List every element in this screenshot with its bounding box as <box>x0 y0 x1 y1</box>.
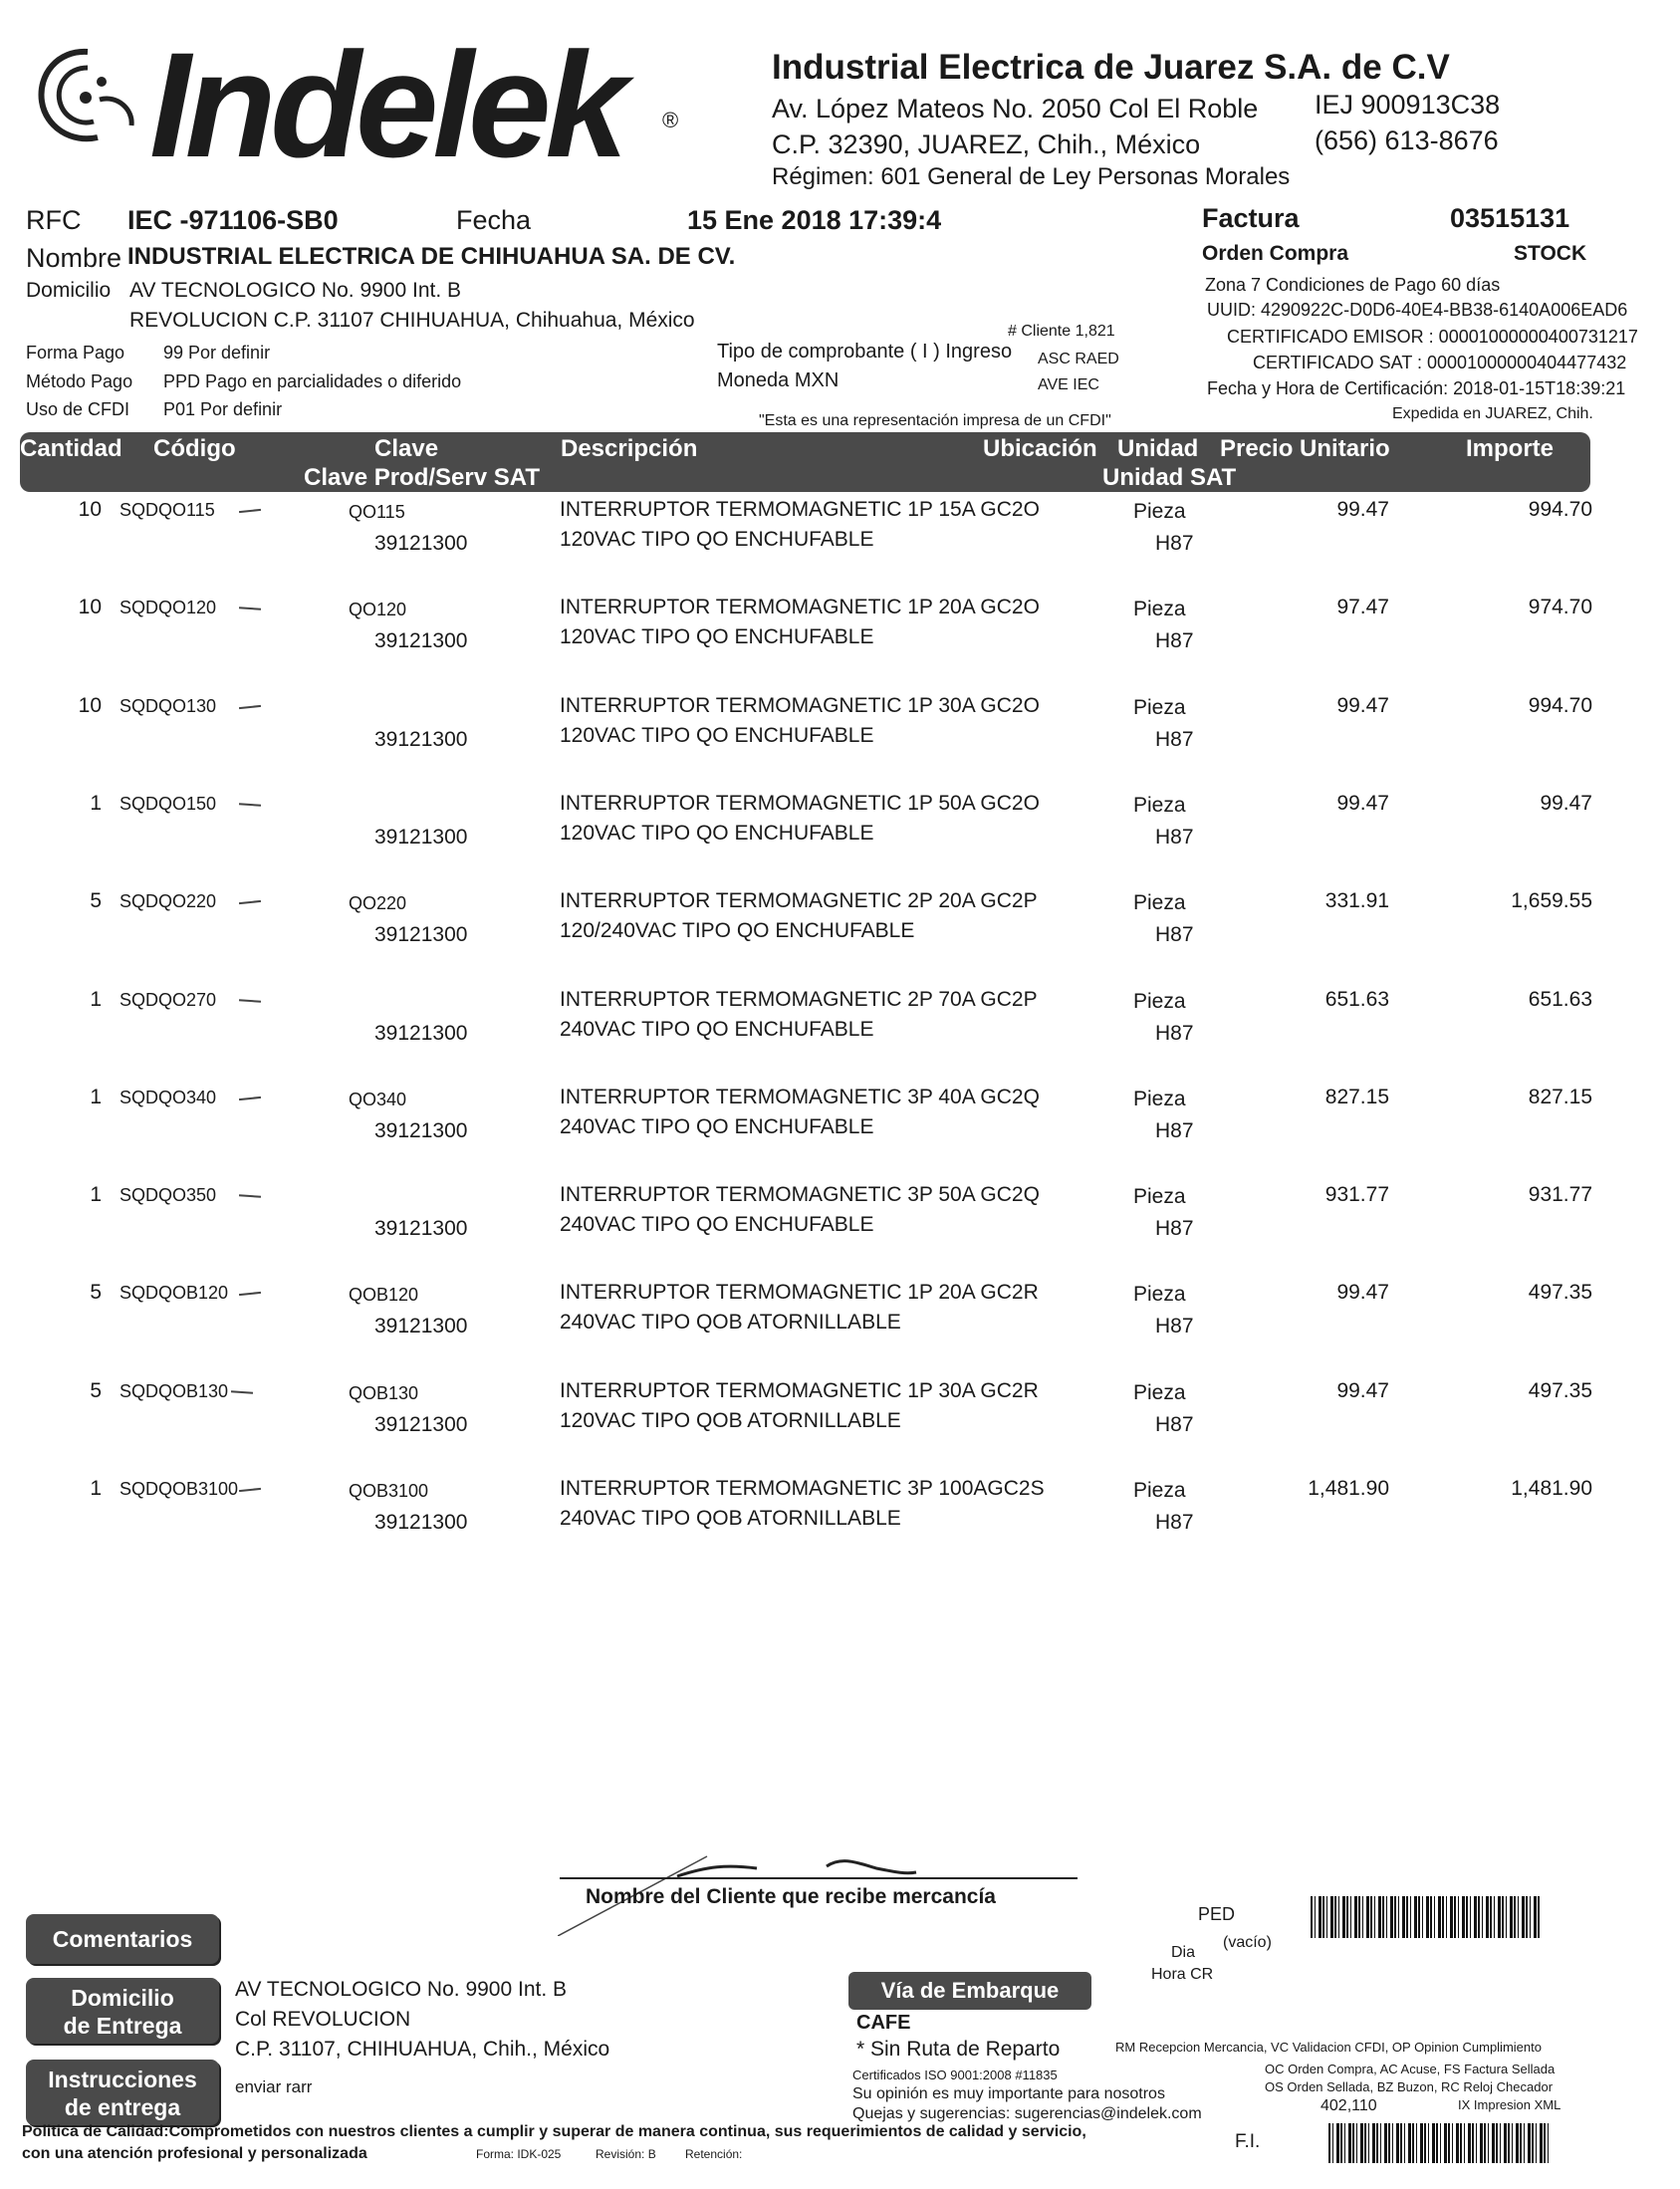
row-description-1: INTERRUPTOR TERMOMAGNETIC 1P 15A GC2O <box>560 498 1040 521</box>
row-description-1: INTERRUPTOR TERMOMAGNETIC 3P 100AGC2S <box>560 1477 1045 1500</box>
row-description-1: INTERRUPTOR TERMOMAGNETIC 1P 20A GC2O <box>560 596 1040 619</box>
row-unit: Pieza <box>1133 695 1186 719</box>
asc-info: ASC RAED <box>1038 351 1119 367</box>
factura-value: 03515131 <box>1450 203 1570 233</box>
row-unit-sat: H87 <box>1155 1217 1194 1241</box>
company-regime: Régimen: 601 General de Ley Personas Morales <box>772 163 1291 190</box>
table-row <box>0 1086 1680 1183</box>
company-logo-text: Indelek <box>149 21 622 188</box>
row-code: SQDQO220 <box>120 891 217 912</box>
row-quantity: 1 <box>90 987 102 1011</box>
row-description-1: INTERRUPTOR TERMOMAGNETIC 1P 20A GC2R <box>560 1281 1039 1305</box>
row-unit: Pieza <box>1133 793 1186 817</box>
uuid: UUID: 4290922C-D0D6-40E4-BB38-6140A006EAD6 <box>1207 300 1628 320</box>
row-unit: Pieza <box>1133 1380 1186 1404</box>
row-amount: 974.70 <box>1528 596 1592 619</box>
row-unit-sat: H87 <box>1155 1412 1194 1436</box>
signature-line <box>560 1877 1078 1879</box>
recibe-label: Nombre del Cliente que recibe mercancía <box>586 1885 996 1908</box>
dia-label: Dia <box>1171 1944 1196 1961</box>
domicilio-entrega-label <box>26 1978 219 2044</box>
row-unit-price: 99.47 <box>1336 693 1389 717</box>
table-header <box>20 432 1590 492</box>
row-clave-sat: 39121300 <box>374 1412 468 1436</box>
table-row <box>0 988 1680 1086</box>
row-check-mark <box>239 509 261 513</box>
row-amount: 1,481.90 <box>1511 1477 1592 1500</box>
factura-label: Factura <box>1202 203 1300 233</box>
col-unidad-sat: Unidad SAT <box>1102 464 1237 491</box>
row-description-1: INTERRUPTOR TERMOMAGNETIC 2P 20A GC2P <box>560 889 1038 913</box>
metodo-pago-value: PPD Pago en parcialidades o diferido <box>163 371 462 391</box>
row-unit: Pieza <box>1133 1283 1186 1307</box>
row-code: SQDQOB120 <box>120 1283 229 1304</box>
row-description-2: 240VAC TIPO QOB ATORNILLABLE <box>560 1507 901 1530</box>
row-unit-price: 827.15 <box>1324 1085 1389 1108</box>
row-clave-sat: 39121300 <box>374 1021 468 1045</box>
row-check-mark <box>239 1096 261 1100</box>
codes-line1: RM Recepcion Mercancia, VC Validacion CFDI, OP Opinion Cumplimiento <box>1115 2040 1542 2055</box>
row-unit: Pieza <box>1133 598 1186 621</box>
row-description-1: INTERRUPTOR TERMOMAGNETIC 1P 50A GC2O <box>560 791 1040 815</box>
row-amount: 497.35 <box>1528 1281 1592 1305</box>
nombre-value: INDUSTRIAL ELECTRICA DE CHIHUAHUA SA. DE CV. <box>127 243 736 270</box>
row-quantity: 5 <box>90 1378 102 1402</box>
row-quantity: 1 <box>90 1085 102 1108</box>
retencion: Retención: <box>685 2147 743 2161</box>
row-quantity: 10 <box>78 498 102 521</box>
row-description-1: INTERRUPTOR TERMOMAGNETIC 3P 40A GC2Q <box>560 1085 1040 1108</box>
revision: Revisión: B <box>596 2147 656 2161</box>
row-unit: Pieza <box>1133 500 1186 523</box>
row-unit-sat: H87 <box>1155 923 1194 947</box>
certificado-sat: CERTIFICADO SAT : 00001000000404477432 <box>1253 353 1627 372</box>
instrucciones-line2: de entrega <box>64 2094 181 2120</box>
entrega-line3: C.P. 31107, CHIHUAHUA, Chih., México <box>235 2038 610 2061</box>
via-embarque-label: Vía de Embarque <box>848 1972 1091 2010</box>
ruta-value: * Sin Ruta de Reparto <box>856 2038 1061 2061</box>
row-clave: QO115 <box>349 502 405 522</box>
row-amount: 994.70 <box>1528 498 1592 521</box>
row-unit-price: 931.77 <box>1324 1183 1389 1207</box>
ped-label: PED <box>1198 1904 1236 1924</box>
row-check-mark <box>239 900 261 904</box>
row-clave-sat: 39121300 <box>374 1217 468 1241</box>
number-value: 402,110 <box>1320 2097 1377 2114</box>
row-amount: 1,659.55 <box>1511 889 1592 913</box>
fecha-value: 15 Ene 2018 17:39:4 <box>687 205 942 235</box>
barcode-top <box>1311 1896 1540 1938</box>
row-clave-sat: 39121300 <box>374 923 468 947</box>
col-descripcion: Descripción <box>561 435 698 462</box>
row-unit-price: 99.47 <box>1336 791 1389 815</box>
row-code: SQDQO120 <box>120 598 217 618</box>
row-description-1: INTERRUPTOR TERMOMAGNETIC 3P 50A GC2Q <box>560 1183 1040 1207</box>
row-check-mark <box>239 1488 261 1492</box>
certificado-emisor: CERTIFICADO EMISOR : 00001000000400731217 <box>1227 327 1638 347</box>
orden-label: Orden Compra <box>1202 242 1349 265</box>
company-phone: (656) 613-8676 <box>1315 125 1499 155</box>
row-unit-price: 1,481.90 <box>1308 1477 1389 1500</box>
row-description-2: 120VAC TIPO QO ENCHUFABLE <box>560 821 874 845</box>
nombre-label: Nombre <box>26 243 122 273</box>
forma-pago-value: 99 Por definir <box>163 343 271 363</box>
table-row <box>0 596 1680 693</box>
tipo-comprobante: Tipo de comprobante ( I ) Ingreso <box>717 341 1013 363</box>
row-unit: Pieza <box>1133 891 1186 915</box>
row-unit: Pieza <box>1133 1087 1186 1110</box>
table-row <box>0 1281 1680 1378</box>
row-description-2: 120VAC TIPO QO ENCHUFABLE <box>560 625 874 649</box>
comentarios-label: Comentarios <box>26 1914 219 1964</box>
company-rfc: IEJ 900913C38 <box>1315 90 1501 120</box>
row-quantity: 1 <box>90 1183 102 1207</box>
col-importe: Importe <box>1466 435 1555 462</box>
opinion-text: Su opinión es muy importante para nosotros <box>852 2085 1165 2102</box>
moneda: Moneda MXN <box>717 369 840 391</box>
row-unit: Pieza <box>1133 1185 1186 1209</box>
ave-info: AVE IEC <box>1038 376 1099 393</box>
row-unit-price: 99.47 <box>1336 1281 1389 1305</box>
row-unit-sat: H87 <box>1155 1118 1194 1142</box>
row-quantity: 5 <box>90 889 102 913</box>
row-description-2: 240VAC TIPO QO ENCHUFABLE <box>560 1017 874 1041</box>
row-check-mark <box>239 704 261 708</box>
row-unit-price: 99.47 <box>1336 498 1389 521</box>
instrucciones-value: enviar rarr <box>235 2077 313 2096</box>
row-amount: 99.47 <box>1540 791 1592 815</box>
row-code: SQDQO270 <box>120 989 217 1010</box>
politica-line1: Politica de Calidad:Comprometidos con nuestros clientes a cumplir y superar de manera continua, sus requerimientos de calidad y servicio, <box>22 2123 1086 2140</box>
table-row <box>0 1379 1680 1477</box>
row-unit-price: 99.47 <box>1336 1378 1389 1402</box>
row-clave-sat: 39121300 <box>374 727 468 751</box>
row-unit-price: 331.91 <box>1324 889 1389 913</box>
cliente-number: # Cliente 1,821 <box>1008 323 1115 340</box>
row-code: SQDQO130 <box>120 695 217 716</box>
domicilio-line1: AV TECNOLOGICO No. 9900 Int. B <box>129 279 462 302</box>
row-quantity: 5 <box>90 1281 102 1305</box>
zona-info: Zona 7 Condiciones de Pago 60 días <box>1205 275 1501 295</box>
col-codigo: Código <box>153 435 236 462</box>
rfc-label: RFC <box>26 205 82 235</box>
row-description-1: INTERRUPTOR TERMOMAGNETIC 1P 30A GC2R <box>560 1378 1039 1402</box>
domicilio-entrega-line1: Domicilio <box>71 1985 174 2011</box>
table-row <box>0 792 1680 889</box>
row-unit-price: 651.63 <box>1324 987 1389 1011</box>
fecha-label: Fecha <box>456 205 532 235</box>
row-amount: 827.15 <box>1528 1085 1592 1108</box>
orden-value: STOCK <box>1514 242 1587 265</box>
table-row <box>0 889 1680 987</box>
codes-line3: OS Orden Sellada, BZ Buzon, RC Reloj Checador <box>1265 2079 1554 2094</box>
row-description-2: 120/240VAC TIPO QO ENCHUFABLE <box>560 919 915 943</box>
entrega-line2: Col REVOLUCION <box>235 2008 411 2031</box>
row-quantity: 10 <box>78 693 102 717</box>
row-code: SQDQO340 <box>120 1087 217 1107</box>
row-amount: 497.35 <box>1528 1378 1592 1402</box>
company-address-1: Av. López Mateos No. 2050 Col El Roble <box>772 94 1259 123</box>
row-quantity: 1 <box>90 791 102 815</box>
row-clave-sat: 39121300 <box>374 532 468 555</box>
row-clave: QOB120 <box>349 1285 419 1306</box>
row-unit-sat: H87 <box>1155 825 1194 849</box>
row-clave: QO220 <box>349 893 407 914</box>
hora-cr-label: Hora CR <box>1151 1966 1214 1983</box>
row-description-2: 240VAC TIPO QO ENCHUFABLE <box>560 1114 874 1138</box>
row-quantity: 1 <box>90 1477 102 1500</box>
codes-line4: IX Impresion XML <box>1458 2097 1561 2112</box>
table-row <box>0 1477 1680 1575</box>
expedida-en: Expedida en JUAREZ, Chih. <box>1392 405 1593 422</box>
row-clave: QO340 <box>349 1089 407 1109</box>
instrucciones-line1: Instrucciones <box>48 2067 197 2092</box>
row-code: SQDQOB130 <box>120 1380 229 1401</box>
company-logo-icon <box>28 40 147 159</box>
domicilio-label: Domicilio <box>26 279 112 302</box>
entrega-line1: AV TECNOLOGICO No. 9900 Int. B <box>235 1978 568 2001</box>
instrucciones-label <box>26 2060 219 2125</box>
row-description-1: INTERRUPTOR TERMOMAGNETIC 2P 70A GC2P <box>560 987 1038 1011</box>
table-row <box>0 498 1680 596</box>
row-description-1: INTERRUPTOR TERMOMAGNETIC 1P 30A GC2O <box>560 693 1040 717</box>
row-amount: 931.77 <box>1528 1183 1592 1207</box>
row-unit: Pieza <box>1133 989 1186 1013</box>
row-description-2: 120VAC TIPO QO ENCHUFABLE <box>560 723 874 747</box>
row-description-2: 120VAC TIPO QOB ATORNILLABLE <box>560 1408 901 1432</box>
row-code: SQDQO150 <box>120 793 217 814</box>
via-embarque-value: CAFE <box>856 2012 911 2034</box>
representacion-note: "Esta es una representación impresa de un CFDI" <box>759 412 1111 429</box>
row-check-mark <box>239 1194 261 1198</box>
row-unit-sat: H87 <box>1155 532 1194 555</box>
row-check-mark <box>239 1292 261 1296</box>
col-ubicacion: Ubicación <box>983 435 1097 462</box>
row-unit-sat: H87 <box>1155 1511 1194 1534</box>
col-precio: Precio Unitario <box>1220 435 1390 462</box>
row-description-2: 240VAC TIPO QOB ATORNILLABLE <box>560 1311 901 1335</box>
row-clave-sat: 39121300 <box>374 1511 468 1534</box>
row-check-mark <box>239 608 261 611</box>
row-description-2: 240VAC TIPO QO ENCHUFABLE <box>560 1213 874 1237</box>
row-check-mark <box>239 999 261 1003</box>
col-clave-prod: Clave Prod/Serv SAT <box>304 464 540 491</box>
row-amount: 651.63 <box>1528 987 1592 1011</box>
row-clave-sat: 39121300 <box>374 825 468 849</box>
codes-line2: OC Orden Compra, AC Acuse, FS Factura Sellada <box>1265 2062 1556 2076</box>
row-code: SQDQO115 <box>120 500 215 520</box>
col-unidad: Unidad <box>1117 435 1199 462</box>
row-unit-sat: H87 <box>1155 1315 1194 1338</box>
col-clave: Clave <box>374 435 439 462</box>
uso-cfdi-label: Uso de CFDI <box>26 399 130 419</box>
row-unit-sat: H87 <box>1155 629 1194 653</box>
fi-label: F.I. <box>1235 2131 1261 2152</box>
row-code: SQDQOB3100 <box>120 1479 239 1499</box>
forma-pago-label: Forma Pago <box>26 343 125 363</box>
row-unit-price: 97.47 <box>1336 596 1389 619</box>
table-row <box>0 1183 1680 1281</box>
barcode-bottom <box>1328 2123 1550 2163</box>
col-cantidad: Cantidad <box>20 435 122 462</box>
row-clave-sat: 39121300 <box>374 1118 468 1142</box>
fecha-certificacion: Fecha y Hora de Certificación: 2018-01-15T18:39:21 <box>1207 378 1626 398</box>
domicilio-line2: REVOLUCION C.P. 31107 CHIHUAHUA, Chihuahua, México <box>129 309 695 332</box>
uso-cfdi-value: P01 Por definir <box>163 399 283 419</box>
metodo-pago-label: Método Pago <box>26 371 133 391</box>
certificados-iso: Certificados ISO 9001:2008 #11835 <box>852 2067 1058 2082</box>
company-name: Industrial Electrica de Juarez S.A. de C.V <box>772 48 1450 87</box>
company-address-2: C.P. 32390, JUAREZ, Chih., México <box>772 129 1201 159</box>
table-row <box>0 694 1680 792</box>
row-clave: QOB130 <box>349 1382 419 1403</box>
row-unit: Pieza <box>1133 1479 1186 1502</box>
row-quantity: 10 <box>78 596 102 619</box>
vacio-value: (vacío) <box>1223 1934 1272 1951</box>
row-code: SQDQO350 <box>120 1185 217 1206</box>
row-clave: QOB3100 <box>349 1481 429 1501</box>
row-unit-sat: H87 <box>1155 1021 1194 1045</box>
row-description-2: 120VAC TIPO QO ENCHUFABLE <box>560 528 874 551</box>
row-unit-sat: H87 <box>1155 727 1194 751</box>
domicilio-entrega-line2: de Entrega <box>63 2013 182 2039</box>
row-clave-sat: 39121300 <box>374 629 468 653</box>
quejas-text: Quejas y sugerencias: sugerencias@indelek.com <box>852 2105 1202 2122</box>
row-clave: QO120 <box>349 600 407 620</box>
rfc-value: IEC -971106-SB0 <box>127 205 339 235</box>
politica-line2: con una atención profesional y personalizada <box>22 2145 367 2162</box>
forma-code: Forma: IDK-025 <box>476 2147 562 2161</box>
row-check-mark <box>239 803 261 807</box>
row-clave-sat: 39121300 <box>374 1315 468 1338</box>
registered-mark: ® <box>662 108 679 132</box>
row-amount: 994.70 <box>1528 693 1592 717</box>
row-check-mark <box>231 1390 253 1394</box>
